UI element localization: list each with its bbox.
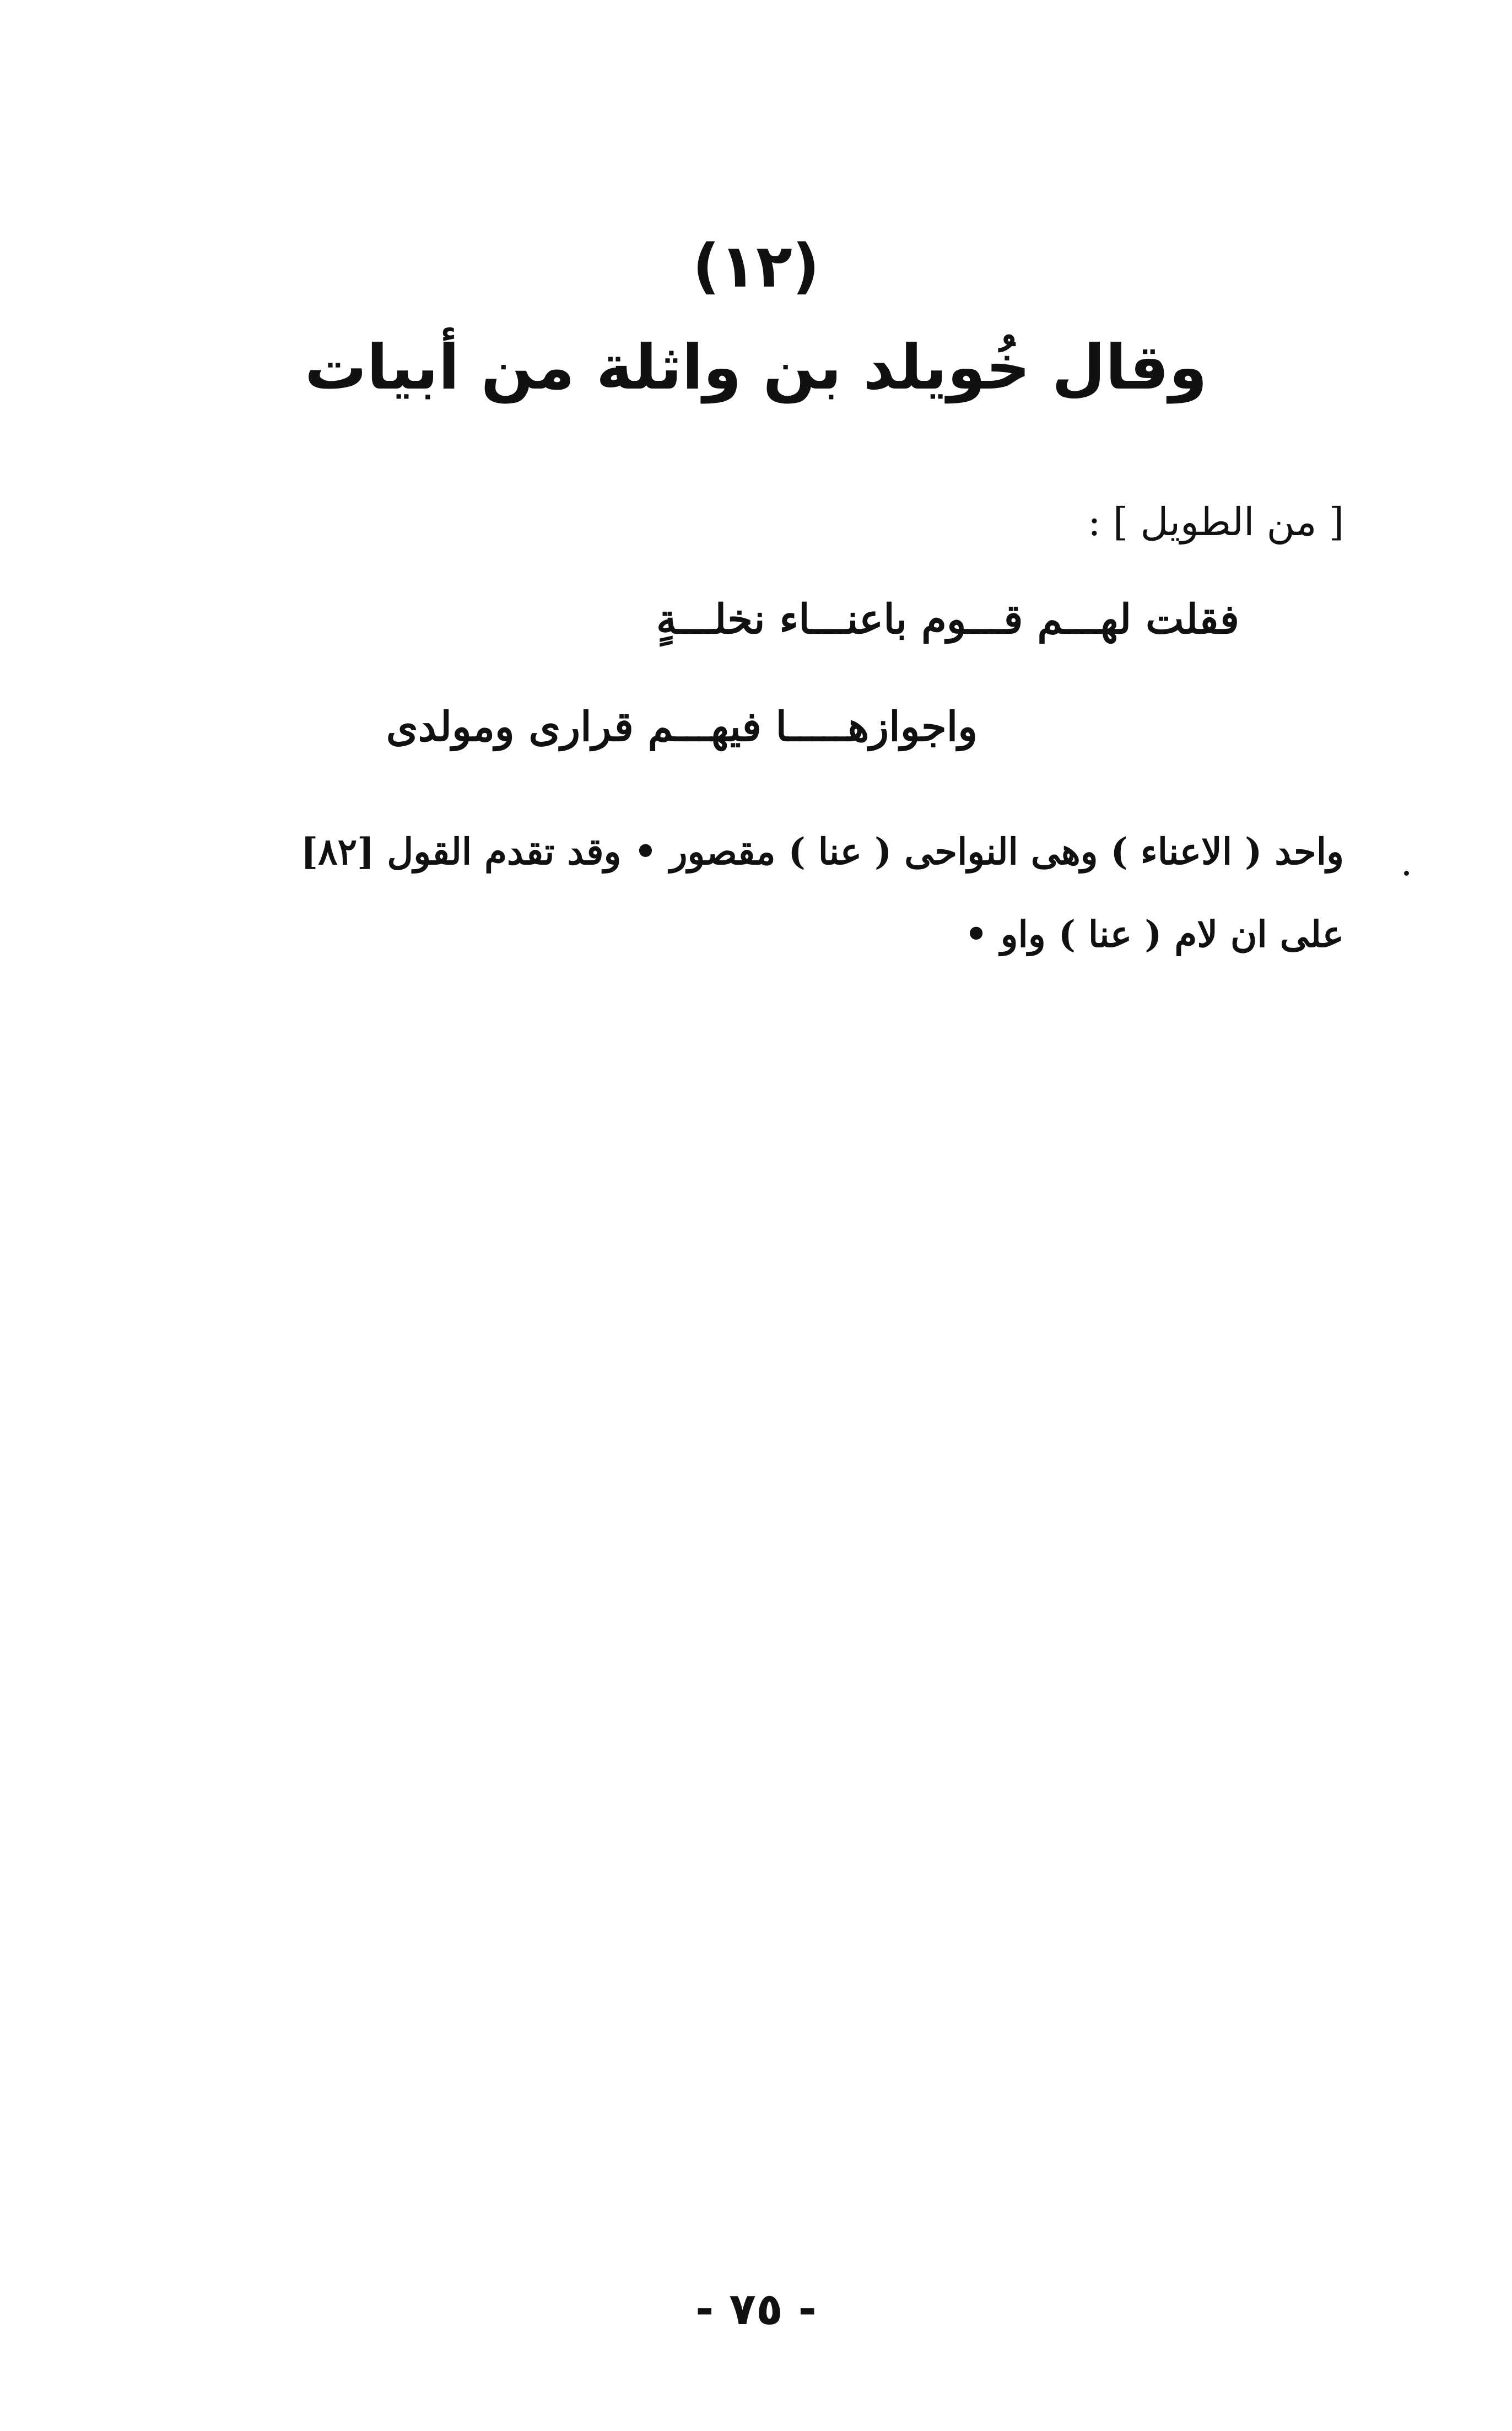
commentary-line-1: واحد ( الاعناء ) وهى النواحى ( عنا ) مقصور • وقد تقدم القول [٨٢] [300,830,1344,873]
verse-line-1: فقلت لهـــم قـــوم باعنـــاء نخلـــةٍ [656,596,1239,643]
meter-label: [ من الطويل ] : [1088,499,1344,545]
ink-speck [1404,871,1409,876]
commentary-line-2: على ان لام ( عنا ) واو • [964,913,1344,956]
poem-number: (١٢) [692,232,820,301]
poem-title: وقال خُويلد بن واثلة من أبيات [305,332,1207,403]
page-number: - ٧٥ - [695,2283,817,2335]
verse-line-2: واجوازهـــــا فيهـــم قرارى ومولدى [386,703,978,751]
commentary [198,810,1344,975]
